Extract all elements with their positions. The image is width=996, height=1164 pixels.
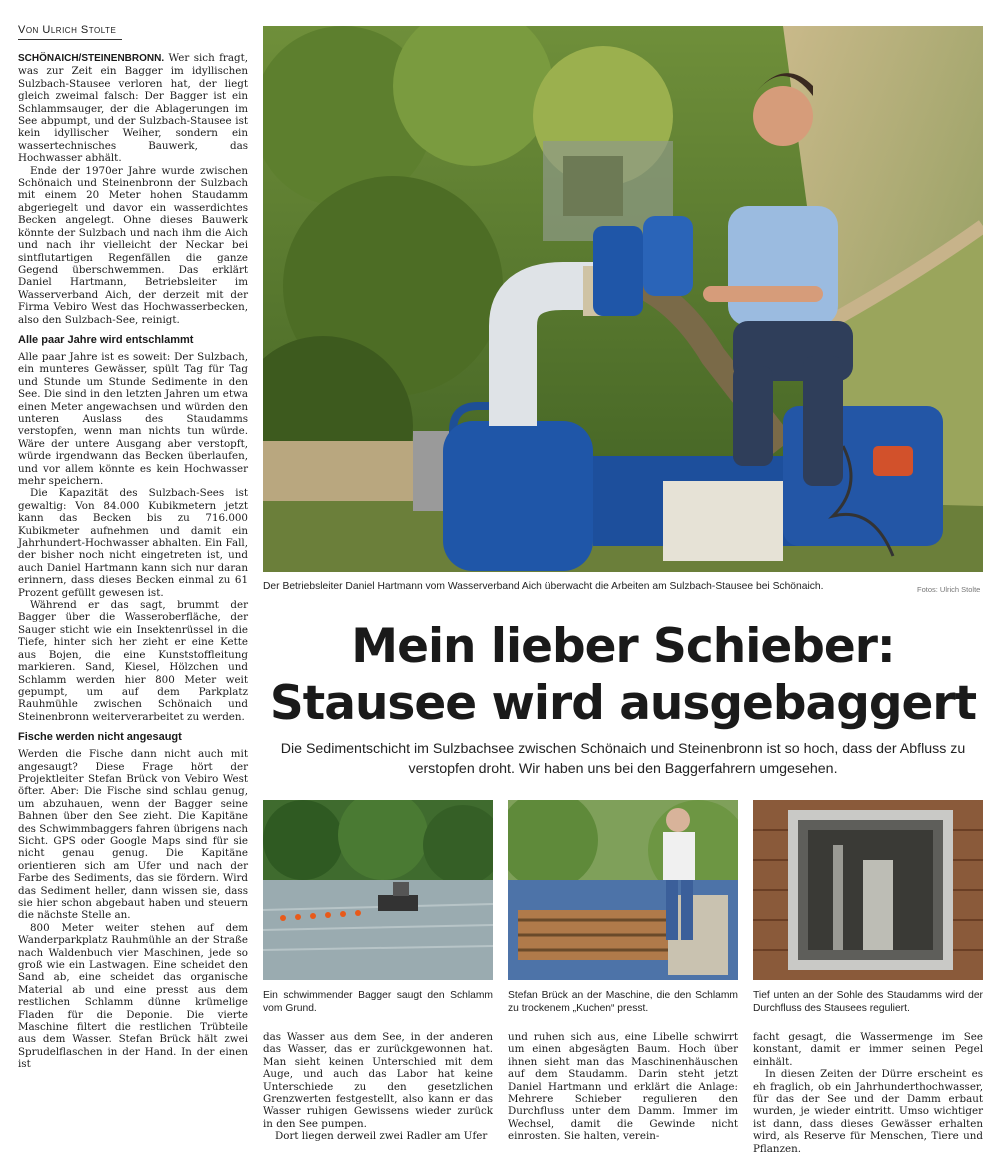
article-paragraph: facht gesagt, die Wassermenge im See konstant, damit er immer seinen Pegel einhält. (753, 1031, 983, 1068)
pump-scene-illustration (263, 26, 983, 572)
article-paragraph: 800 Meter weiter stehen auf dem Wanderparkplatz Rauhmühle an der Straße nach Waldenbuch vier Maschinen, jede so groß wie ein Lastwagen. Eine scheidet den Sand ab, eine scheidet das organische Material ab und eine presst aus dem restlichen Schlamm dünne krümelige Fladen für die Deponie. Die vierte Maschine filtert die restlichen Trübteile aus dem Wasser. Stefan Brück hält zwei Sprudelflaschen in der Hand. In der einen ist (18, 921, 248, 1071)
photo-caption: Stefan Brück an der Maschine, die den Schlamm zu trockenem „Kuchen“ presst. (508, 990, 738, 1014)
article-paragraph: Während er das sagt, brummt der Bagger über die Wasseroberfläche, der Sauger sticht wie ein Insektenrüssel in die Tiefe, hinter sich her zieht er eine Kette aus Bojen, die eine Kunststoffleitung markieren. Sand, Kiesel, Hölzchen und Schlamm werden hier 800 Meter weit gepumpt, um auf dem Parkplatz Rauhmühle zwischen Schönaich und Steinenbronn weiterverarbeitet zu werden. (18, 599, 248, 723)
article-paragraph: Ende der 1970er Jahre wurde zwischen Schönaich und Steinenbronn der Sulzbach mit einem 20 Meter hohen Staudamm abgeriegelt und davor ein wasserdichtes Becken angelegt. Ohne dieses Bauwerk könnte der Sulzbach und nach ihm die Aich und nach ihr vielleicht der Neckar bei sintflutartigen Regenfällen die ganze Gegend überschwemmen. Das erklärt Daniel Hartmann, Betriebsleiter im Wasserverband Aich, der derzeit mit der Firma Vebiro West das Hochwasserbecken, also den Sulzbach-See, reinigt. (18, 164, 248, 326)
main-photo-caption: Der Betriebsleiter Daniel Hartmann vom Wasserverband Aich überwacht die Arbeiten am Sulzbach-Stausee bei Schönaich. (263, 581, 824, 592)
headline (263, 618, 983, 732)
headline-line-2: Stausee wird ausgebaggert (269, 676, 977, 731)
article-column-2 (263, 1031, 493, 1143)
article-paragraph: Werden die Fische dann nicht auch mit angesaugt? Diese Frage hört der Projektleiter Stefan Brück von Vebiro West öfter. Aber: Die Fische sind schlau genug, um abzuhauen, wenn der Bagger seine Bahnen über den See zieht. Die Kapitäne des Schwimmbaggers fahren übrigens nach Sicht. GPS oder Google Maps sind für sie nicht genau genug. Die Kapitäne orientieren sich am Ufer und nach der Farbe des Sediments, das sie fördern. Wird das Sediment heller, dann wissen sie, dass sie hier schon abgebaut haben und steuern die nächste Stelle an. (18, 748, 248, 922)
article-paragraph: Dort liegen derweil zwei Radler am Ufer (275, 1130, 488, 1143)
article-paragraph: das Wasser aus dem See, in der anderen das Wasser, das er zurückgewonnen hat. Man sieht keinen Unterschied mit dem Auge, und auch das Labor hat keine Unterschiede zu den gesetzlichen Grenzwerten festgestellt, also kann er das Wasser ruhigen Gewissens wieder zurück in den See pumpen. (263, 1031, 493, 1130)
photo-press-machine (508, 800, 738, 980)
photo-floating-dredger (263, 800, 493, 980)
headline-line-1: Mein lieber Schieber: (351, 619, 895, 674)
article-paragraph: In diesen Zeiten der Dürre erscheint es eh fraglich, ob ein Jahrhunderthochwasser, für das der See und der Damm erbaut wurden, je wieder eintritt. Umso wichtiger ist dann, dass dieses Gewässer erhalten wird, als Reserve für Menschen, Tiere und Pflanzen. (753, 1068, 983, 1155)
subline: Die Sedimentschicht im Sulzbachsee zwischen Schönaich und Steinenbronn ist so hoch, dass der Abfluss zu verstopfen droht. Wir haben uns bei den Baggerfahrern umgesehen. (280, 741, 966, 777)
article-column-left (18, 52, 248, 1071)
machine-illustration (508, 800, 738, 980)
byline: Von Ulrich Stolte (18, 24, 122, 40)
article-paragraph: und ruhen sich aus, eine Libelle schwirrt um einen abgesägten Baum. Hoch über ihnen sieht man das Maschinenhäuschen auf dem Staudamm. Darin steht jetzt Daniel Hartmann und erklärt die Anlage: Mehrere Schieber regulieren den Durchfluss unter dem Damm. Immer im Wechsel, damit die Gewinde nicht einrosten. Sie halten, verein- (508, 1031, 738, 1143)
shaft-illustration (753, 800, 983, 980)
photo-dam-shaft (753, 800, 983, 980)
article-paragraph: Alle paar Jahre ist es soweit: Der Sulzbach, ein munteres Gewässer, spült Tag für Tag und Stunde um Stunde Sedimente in den See. Die sind in den letzten Jahren um etwa einen Meter angewachsen und würden den unteren Auslass des Staudamms verstopfen, wenn man nichts tun würde. Wäre der untere Ausgang aber verstopft, würde irgendwann das Becken überlaufen, und vor allem könnte es kein Hochwasser mehr speichern. (18, 350, 248, 487)
subheading: Alle paar Jahre wird entschlammt (18, 333, 194, 346)
article-column-3 (508, 1031, 738, 1143)
subheading: Fische werden nicht angesaugt (18, 731, 182, 744)
article-column-4 (753, 1031, 983, 1155)
article-paragraph (18, 52, 248, 165)
lake-dredger-illustration (263, 800, 493, 980)
photo-caption: Ein schwimmender Bagger saugt den Schlamm vom Grund. (263, 990, 493, 1014)
article-paragraph: Die Kapazität des Sulzbach-Sees ist gewaltig: Von 84.000 Kubikmetern jetzt kann das Becken bis zu 716.000 Kubikmeter aufnehmen und damit ein Jahrhundert-Hochwasser abhalten. Ein Fall, der bisher noch nicht eingetreten ist, und auch Daniel Hartmann kann sich nur daran erinnern, dass dieses Becken einmal zu 61 Prozent gefüllt gewesen ist. (18, 487, 248, 599)
article-intro: Wer sich fragt, was zur Zeit ein Bagger im idyllischen Sulzbach-Stausee verloren hat, der liegt gleich zweimal falsch: Der Bagger ist ein Schlammsauger, der die Ablagerungen im See abpumpt, und der Sulzbach-Stausee ist kein idyllischer Weiher, sondern ein wassertechnisches Bauwerk, das Hochwasser abhält. (18, 52, 248, 165)
dateline: SCHÖNAICH/STEINENBRONN. (18, 53, 165, 64)
photo-caption: Tief unten an der Sohle des Staudamms wird der Durchfluss des Stausees reguliert. (753, 990, 983, 1014)
main-photo (263, 26, 983, 572)
photo-credit: Fotos: Ulrich Stolte (917, 585, 981, 594)
